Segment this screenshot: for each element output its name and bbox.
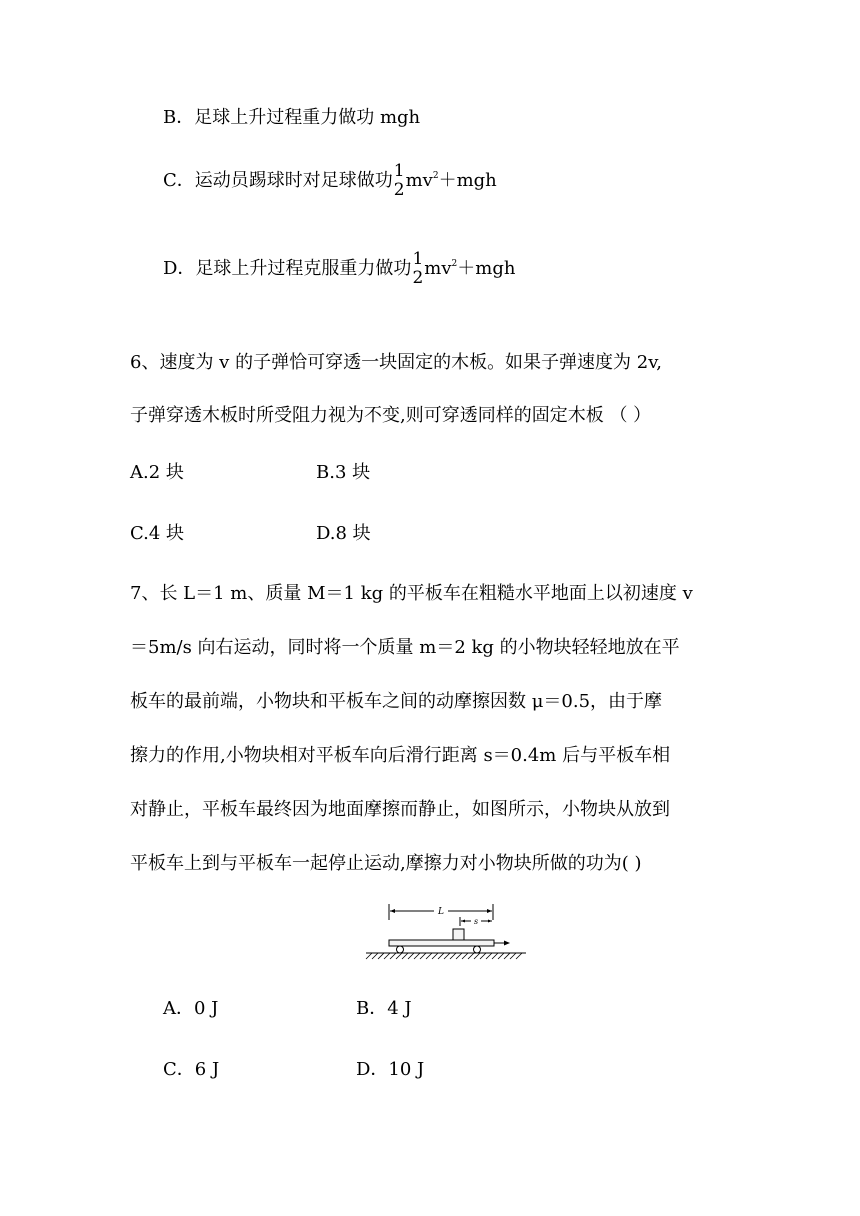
small-block <box>453 929 464 940</box>
q5-option-d-text: 足球上升过程克服重力做功 <box>195 258 412 279</box>
q6-option-d: D.8 块 <box>316 523 371 544</box>
fraction-numerator: 1 <box>412 249 424 269</box>
q7-option-c: C．6 J <box>163 1059 220 1080</box>
q5-option-b-text: 足球上升过程重力做功 mgh <box>194 107 421 128</box>
q7-option-b: B．4 J <box>356 998 412 1019</box>
q7-option-d: D．10 J <box>356 1059 425 1080</box>
q5-option-d-superscript: 2 <box>451 259 458 269</box>
q5-option-c-fraction <box>394 162 405 200</box>
q7-line-6: 平板车上到与平板车一起停止运动,摩擦力对小物块所做的功为( ) <box>130 853 642 874</box>
q5-option-c <box>163 162 497 200</box>
q7-line-1: 7、长 L＝1 m、质量 M＝1 kg 的平板车在粗糙水平地面上以初速度 v <box>130 583 693 604</box>
q5-option-d-fraction <box>412 250 423 288</box>
fraction-denominator: 2 <box>393 180 405 200</box>
q6-line-2: 子弹穿透木板时所受阻力视为不变,则可穿透同样的固定木板 （ ） <box>130 405 652 426</box>
q7-line-5: 对静止，平板车最终因为地面摩擦而静止，如图所示，小物块从放到 <box>130 799 670 820</box>
q7-line-3: 板车的最前端，小物块和平板车之间的动摩擦因数 μ＝0.5，由于摩 <box>130 691 663 712</box>
q6-line-1: 6、速度为 v 的子弹恰可穿透一块固定的木板。如果子弹速度为 2v, <box>130 352 662 373</box>
q5-option-b <box>163 106 420 130</box>
q5-option-d <box>163 250 515 288</box>
cart-wheel-right <box>474 946 481 953</box>
q5-option-c-superscript: 2 <box>432 171 439 181</box>
q6-option-c: C.4 块 <box>130 523 185 544</box>
q7-line-2: ＝5m/s 向右运动，同时将一个质量 m＝2 kg 的小物块轻轻地放在平 <box>130 637 680 658</box>
q5-option-c-mv: mv <box>405 170 433 191</box>
q7-line-4: 擦力的作用,小物块相对平板车向后滑行距离 s＝0.4m 后与平板车相 <box>130 745 671 766</box>
figure-label-l: L <box>438 907 444 917</box>
q6-option-a: A.2 块 <box>130 462 184 483</box>
q5-option-d-mv: mv <box>424 258 452 279</box>
q5-option-b-letter: B． <box>163 107 195 128</box>
cart-wheel-left <box>397 946 404 953</box>
q5-option-c-letter: C． <box>163 170 195 191</box>
q7-option-a: A．0 J <box>163 998 219 1019</box>
q5-option-d-tail: ＋mgh <box>457 258 516 279</box>
fraction-numerator: 1 <box>393 161 405 181</box>
q5-option-d-letter: D． <box>163 258 196 279</box>
q5-option-c-tail: ＋mgh <box>438 170 497 191</box>
q6-option-b: B.3 块 <box>316 462 371 483</box>
figure-label-s: s <box>473 917 479 926</box>
q5-option-c-text: 运动员踢球时对足球做功 <box>194 170 393 191</box>
cart-block-figure <box>364 900 530 962</box>
cart-board <box>389 940 494 946</box>
fraction-denominator: 2 <box>412 268 424 288</box>
ground-hatching <box>366 953 522 959</box>
